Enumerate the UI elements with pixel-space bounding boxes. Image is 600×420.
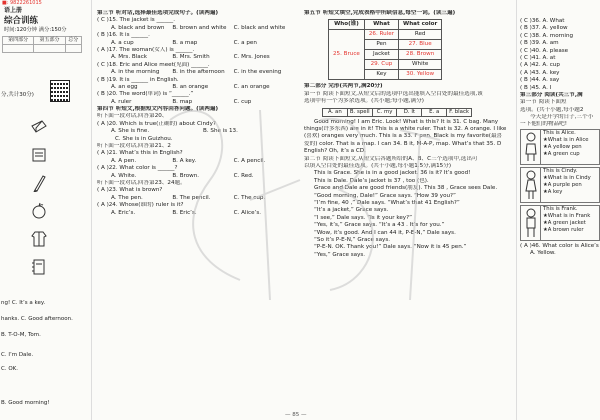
page-title: 综合训练 xyxy=(4,15,39,26)
answer-choice: ( C )40. A. please xyxy=(520,47,569,54)
section-heading: 第四节 听短文,根据短文内容回答问题。(读两遍) xyxy=(97,106,219,113)
table-cell: 30. Yellow xyxy=(399,70,442,80)
answer-choice: ( B )39. A. am xyxy=(520,40,559,47)
table-cell: Jacket xyxy=(364,50,398,60)
passage-line: 爱的) color. That is a map. I can 34. B it, M-A-P, map. What’s that 35. D xyxy=(304,140,502,147)
page-number: — 85 — xyxy=(285,412,307,418)
passage-line: “So it’s P-E-N,” Grace says. xyxy=(314,236,391,243)
grade-label: 语上册 xyxy=(4,7,23,14)
section-heading: 第五节 听短文填空,完成表格中所缺信息,每空一词。(读三遍) xyxy=(304,10,456,16)
girl-figure-icon xyxy=(524,132,538,162)
options-19: A. an egg B. an orange C. an orange xyxy=(111,83,270,90)
table-cell: Key xyxy=(364,70,398,80)
options-16: A. a cup B. a map C. a pen xyxy=(111,39,257,46)
table-header: Who(谁) xyxy=(329,20,365,30)
answer-choice: ( B )45. A. I xyxy=(520,84,552,91)
question-18: ( C )18. Eric and Alice meet(见面) ______. xyxy=(97,61,210,68)
passage-line: “Yes,” Grace says. xyxy=(314,251,366,258)
answer-choice: ( C )36. A. What xyxy=(520,18,565,24)
options-15: A. black and brown B. brown and white C. black and white xyxy=(111,24,286,31)
question-15: ( C )15. The jacket is ______. xyxy=(97,17,175,24)
answer-choice: ( B )37. A. yellow xyxy=(520,25,568,32)
score-table xyxy=(2,36,82,53)
fill-table xyxy=(328,19,442,80)
instruction: 选项中有一个为多余选项。(共小题;每小题,满分) xyxy=(304,98,424,105)
intro-text: 今天是开学的日子,三个小 xyxy=(530,114,594,121)
paper-icon xyxy=(30,146,48,164)
passage-line: This is Grace. She is in a good jacket. 36 is it? It’s good! xyxy=(314,170,471,177)
options-23: A. The pen. B. The pencil. C. The cup. xyxy=(111,194,266,201)
options-20: A. ruler B. map C. cup xyxy=(111,98,252,105)
question-23: ( A )23. What is brown? xyxy=(97,187,163,194)
instruction: 听下面一段对话,回答第21、2 xyxy=(97,143,171,150)
question-22: ( A )22. What color is ______? xyxy=(97,165,178,172)
passage-line: “Good morning, Dale!” Grace says. “How 39 you?” xyxy=(314,192,456,199)
table-cell: 26. Ruler xyxy=(364,30,398,40)
table-cell: 25. Bruce xyxy=(329,30,365,80)
pencil-icon xyxy=(30,174,48,192)
listening-column xyxy=(95,0,295,420)
passage-line: “Yes, it’s,” Grace says. “It’s a 43 . It’s for you.” xyxy=(314,222,445,229)
passage-line: This is Dale. Dale’s jacket is 37 , too (也). xyxy=(314,177,429,184)
girl-figure-icon xyxy=(524,170,538,200)
table-header: What xyxy=(364,20,398,30)
question-16: ( B )16. It is ______. xyxy=(97,32,150,39)
options-18: A. in the morning B. in the afternoon C. in the evening xyxy=(111,69,282,76)
passage-line: “It’s a jacket,” Grace says. xyxy=(314,207,389,214)
score-head: 第四部分 xyxy=(3,37,34,45)
section-heading: 第二部分 完形(共两节,满20分) xyxy=(304,83,383,90)
jacket-icon xyxy=(30,230,48,248)
section-heading: 第三部分 阅读(共三节,满 xyxy=(520,91,583,98)
reading-column xyxy=(300,0,512,420)
options-20b: A. She is fine. B. She is 13. xyxy=(111,128,238,135)
passage-line: “P-E-N. OK. Thank you!” Dale says. “Now it is 45 pen.” xyxy=(314,244,467,251)
boy-figure-icon xyxy=(524,208,538,238)
person-card-alice: This is Alice. ★What is in Alice ★A yellow pen ★A green cup xyxy=(520,129,600,165)
exam-meta: 时间:120分钟 满分:150分 xyxy=(4,27,67,34)
passage-line: (喜欢) oranges very much. This is a 33. F pen. Black is my favorite(最喜 xyxy=(304,133,503,140)
table-cell: Red xyxy=(399,30,442,40)
instruction: 第二节 阅读下面短文,从短文后各题所给的A、B、C三个选项中,选出可 xyxy=(304,155,478,162)
answer-choice: ( A )42. A. cup xyxy=(520,62,560,69)
answer-choice: ( C )38. A. morning xyxy=(520,32,574,39)
score-head: 第五部分 xyxy=(34,37,65,45)
passage-line: things(许多东西) are in it! This is a white ruler. That is 32. A orange. I like xyxy=(304,126,507,133)
passage-line: Good morning! I am Eric. Look! What is this? It is 31. C bag. Many xyxy=(314,118,499,125)
instruction: 听下面一段对话,回答第20、 xyxy=(97,113,168,120)
instruction: 选项。(共十小题,每小题2 xyxy=(520,106,584,113)
word-bank: A. an B. spell C. my D. It E. a F. black xyxy=(322,108,472,117)
options-21: A. A pen. B. A key. C. A pencil. xyxy=(111,157,266,164)
intro-text: 一下他们的物品吧! xyxy=(520,121,567,128)
table-cell: Pen xyxy=(364,40,398,50)
table-cell: White xyxy=(399,60,442,70)
question-19: ( B )19. It is ______ in English. xyxy=(97,76,179,83)
options-17: A. Mrs. Black B. Mrs. Smith C. Mrs. Jones xyxy=(111,54,270,61)
question-20b: ( A )20. Which is true(正确的) about Cindy? xyxy=(97,120,216,127)
qr-code-icon xyxy=(50,80,70,102)
answer-choice: ( B )44. A. say xyxy=(520,77,560,84)
instruction: 以填入空白处的最佳选项。(共十小题,每小题1.5分,满15分) xyxy=(304,163,451,170)
question-17: ( A )17. The woman(女人) is ______. xyxy=(97,46,195,53)
instruction: 第一节 阅读下面短 xyxy=(520,99,567,106)
passage-line: “I’m fine, 40 ,” Dale says. “What’s that 41 English?” xyxy=(314,199,460,206)
question-21: ( A )21. What’s this in English? xyxy=(97,150,183,157)
table-cell: 29. Cup xyxy=(364,60,398,70)
passage-line: English? Oh, it’s a CD. xyxy=(304,148,366,155)
passage-line: “I see,” Dale says. “Is it your key?” xyxy=(314,214,412,221)
answer-line: ng! C. It’s a key. xyxy=(1,300,46,306)
answer-choice: ( C )41. A. at xyxy=(520,54,556,61)
instruction: 第一节 阅读下面短文,从短文后的选项中选出能填入空白处的最佳选项,该 xyxy=(304,90,483,97)
orange-icon xyxy=(30,202,48,220)
part-label: 分,共计30分) xyxy=(1,92,34,98)
table-cell: 28. Brown xyxy=(399,50,442,60)
option-46-a: A. Yellow. xyxy=(530,250,556,257)
table-header: What color xyxy=(399,20,442,30)
eraser-icon xyxy=(30,118,48,136)
table-row xyxy=(329,30,442,40)
score-head: 总分 xyxy=(65,37,81,45)
person-card-cindy: This is Cindy. ★What is in Cindy ★A purple pen ★A key xyxy=(520,167,600,203)
options-24: A. Eric’s. B. Eric’s. C. Alice’s. xyxy=(111,209,262,216)
answer-line: hanks. C. Good afternoon. xyxy=(1,316,73,322)
instruction: 听下面一段对话,回答第23、24题。 xyxy=(97,179,186,186)
table-cell: 27. Blue xyxy=(399,40,442,50)
answer-choice: ( A )43. A. key xyxy=(520,69,560,76)
answer-line: C. OK. xyxy=(1,366,19,372)
option-20b-c: C. She is in Guizhou. xyxy=(115,135,173,142)
question-46: ( A )46. What color is Alice’s xyxy=(520,242,599,249)
barcode-text: ■: 9822261015 xyxy=(2,0,42,6)
left-page-strip xyxy=(0,0,92,420)
options-22: A. White. B. Brown. C. Red. xyxy=(111,172,254,179)
section-heading: 第三节 听对话,选择最佳选项完成句子。(读两遍) xyxy=(97,10,219,16)
passage-line: “Wow, it’s good. And I can 44 it, P-E-N,” Dale says. xyxy=(314,229,456,236)
answer-line: B. Good morning! xyxy=(1,400,50,406)
question-24: ( A )24. Whose(谁的) ruler is it? xyxy=(97,202,184,209)
passage-line: Grace and Dale are good friends(朋友). This 38 , Grace sees Dale. xyxy=(314,185,498,192)
person-card-frank: This is Frank. ★What is in Frank ★A green jacket ★A brown ruler xyxy=(520,205,600,241)
answer-line: C. I’m Dale. xyxy=(1,352,34,358)
question-20: ( B )20. The word(单词) is “______.” xyxy=(97,91,194,98)
notebook-icon xyxy=(30,258,48,276)
answer-line: B. T-O-M, Tom. xyxy=(1,332,41,338)
right-page-strip xyxy=(516,0,600,420)
